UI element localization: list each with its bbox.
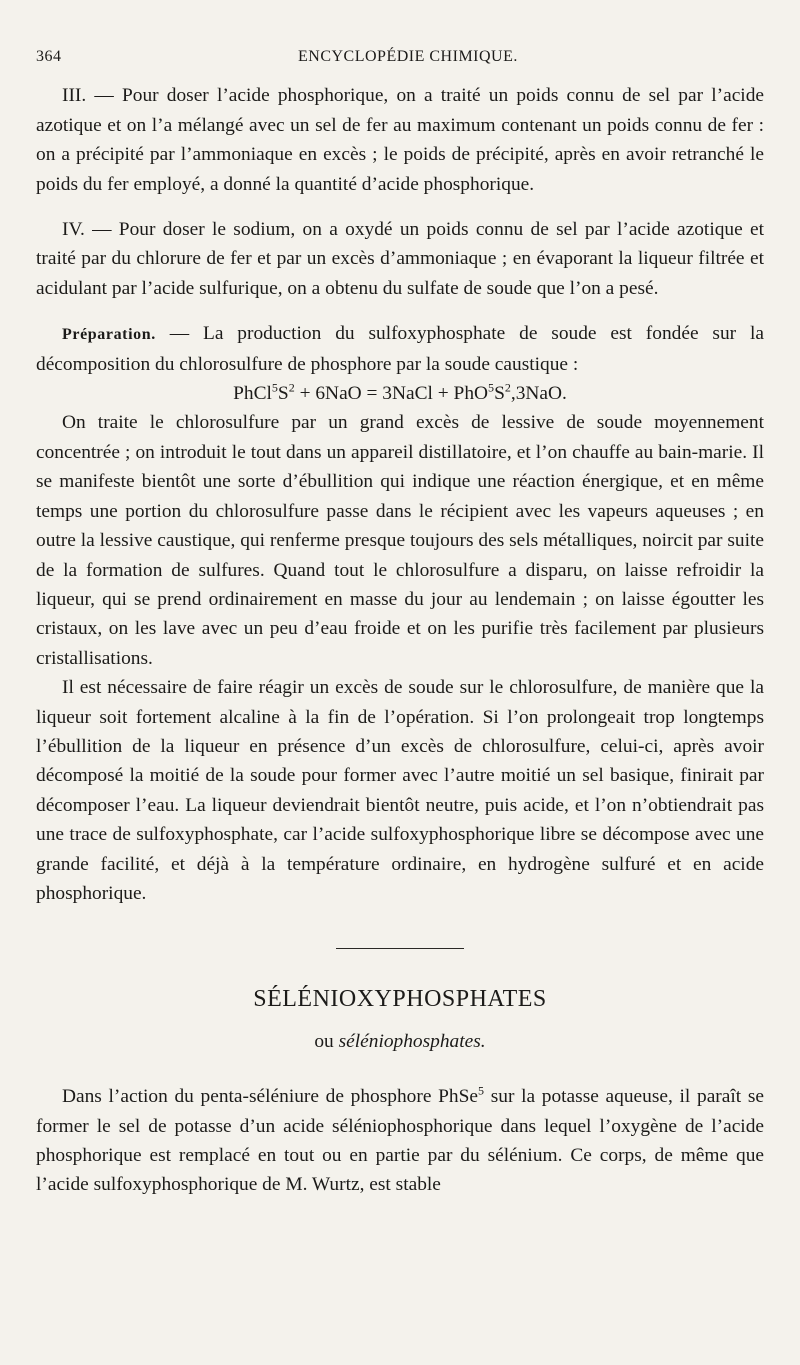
page-number: 364 bbox=[36, 48, 62, 65]
running-header bbox=[36, 42, 764, 71]
paragraph-III: III. — Pour doser l’acide phosphorique, on a traité un poids connu de sel par l’acide azotique et on l’a mélangé avec un sel de fer au maximum contenant un poids connu de fer : on a précipité par l’ammoniaque en excès ; le poids de précipité, après en avoir retranché le poids du fer employé, a donné la quantité d’acide phosphorique. bbox=[36, 85, 764, 195]
preparation-procedure-paragraph: On traite le chlorosulfure par un grand excès de lessive de soude moyennement concentrée ; on introduit le tout dans un appareil distillatoire, et l’on chauffe au bain-marie. Il se manifeste bientôt une sorte d’ébullition qui indique une réaction énergique, et en même temps une portion du chlorosulfure passe dans le récipient avec les vapeurs aqueuses ; en outre la lessive caustique, qui renferme presque toujours des sels métalliques, noircit par suite de la formation de sulfures. Quand tout le chlorosulfure a disparu, on laisse refroidir la liqueur, qui se prend ordinairement en masse du jour au lendemain ; on laisse égoutter les cristaux, on les lave avec un peu d’eau froide et on les purifie très facilement par plusieurs cristallisations. bbox=[36, 412, 764, 669]
document-page bbox=[36, 42, 764, 1200]
preparation-paragraph bbox=[36, 319, 764, 379]
section-title: SÉLÉNIOXYPHOSPHATES bbox=[253, 986, 547, 1013]
running-title: ENCYCLOPÉDIE CHIMIQUE. bbox=[298, 48, 518, 65]
preparation-intro: — La production du sulfoxyphosphate de soude est fondée sur la décomposition du chlorosulfure de phosphore par la soude caustique : bbox=[36, 323, 764, 375]
paragraph-IV: IV. — Pour doser le sodium, on a oxydé un poids connu de sel par l’acide azotique et traité par du chlorure de fer et par un excès d’ammoniaque ; en évaporant la liqueur filtrée et acidulant par l’acide sulfurique, on a obtenu du sulfate de soude que l’on a pesé. bbox=[36, 219, 764, 299]
preparation-label: Préparation. bbox=[62, 326, 156, 344]
section-subtitle: ou séléniophosphates. bbox=[314, 1030, 486, 1052]
selenio-paragraph: Dans l’action du penta-séléniure de phosphore PhSe$^5$ sur la potasse aqueuse, il paraît se former le sel de potasse d’un acide séléniophosphorique dans lequel l’oxygène de l’acide phosphorique est remplacé en tout ou en partie par du sélénium. Ce corps, de même que l’acide sulfoxyphosphorique de M. Wurtz, est stable bbox=[36, 1083, 764, 1196]
chemical-equation: $PhCl^5S^2 + 6NaO$ = 3NaCl + $PhO^5S^2,3NaO$. bbox=[233, 380, 567, 405]
preparation-caution-paragraph: Il est nécessaire de faire réagir un excès de soude sur le chlorosulfure, de manière que la liqueur soit fortement alcaline à la fin de l’opération. Si l’on prolongeait trop longtemps l’ébullition de la liqueur en présence d’un excès de chlorosulfure, celui-ci, après avoir décomposé la moitié de la soude pour former avec l’autre moitié un sel basique, finirait par décomposer l’eau. La liqueur deviendrait bientôt neutre, puis acide, et l’on n’obtiendrait pas une trace de sulfoxyphosphate, car l’acide sulfoxyphosphorique libre se décompose avec une grande facilité, et déjà à la température ordinaire, en hydrogène sulfuré et en acide phosphorique. bbox=[36, 677, 764, 904]
section-divider bbox=[336, 948, 464, 949]
